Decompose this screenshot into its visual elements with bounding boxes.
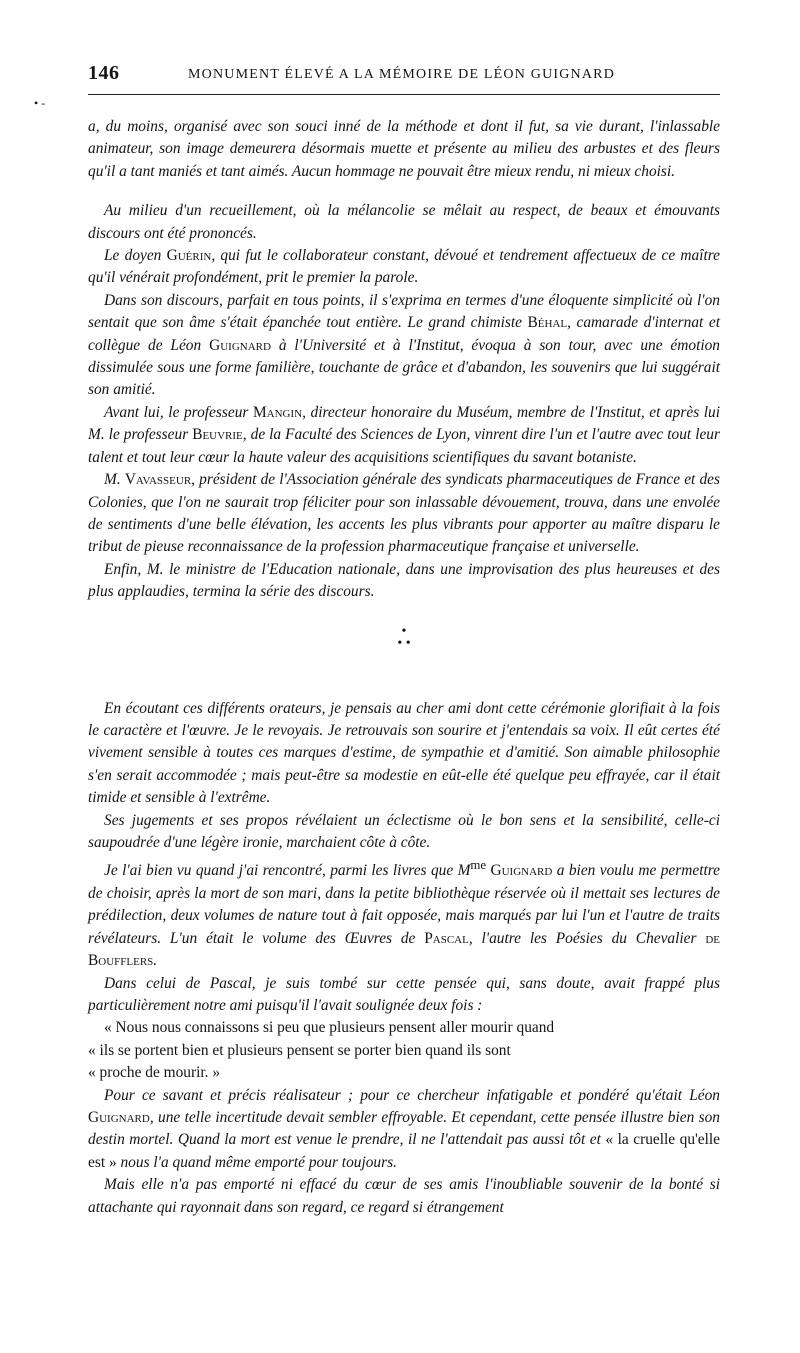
person-name: Béhal (527, 314, 568, 332)
quote-line-2: « ils se portent bien et plusieurs pensent se porter bien quand ils sont (88, 1041, 511, 1059)
margin-mark: • - (34, 96, 46, 110)
paragraph-5: Avant lui, le professeur Mangin, directeur honoraire du Muséum, membre de l'Institut, et après lui M. le professeur Beuvrie, de la Faculté des Sciences de Lyon, vinrent dire l'un et l'autre avec tout leur talent et tout leur cœur la haute valeur des acquisitions scientifiques du savant botaniste. (88, 403, 721, 466)
person-name: Pascal (424, 929, 469, 947)
running-title: MONUMENT ÉLEVÉ A LA MÉMOIRE DE LÉON GUIGNARD (188, 67, 616, 82)
person-name: Beuvrie (192, 426, 243, 444)
inline-quote: « la cruelle qu'elle est » (88, 1131, 721, 1171)
paragraph-6: M. Vavasseur, président de l'Association générale des syndicats pharmaceutiques de France et des Colonies, que l'on ne saurait trop féliciter pour son inlassable dévouement, trouva, dans une envolée de sentiments d'une belle élévation, les accents les plus vibrants pour apporter au maître disparu le tribut de pieuse reconnaissance de la profession pharmaceutique française et universelle. (88, 471, 720, 556)
divider-dot-top: • (401, 623, 407, 639)
person-name: Mangin (252, 403, 303, 421)
person-name: Guignard (88, 1108, 150, 1126)
paragraph-gap (88, 183, 720, 200)
paragraph-12: Pour ce savant et précis réalisateur ; pour ce chercheur infatigable et pondéré qu'était Léon Guignard, une telle incertitude devait sembler effroyable. Et cependant, cette pensée illustre bien son destin mortel. Quand la mort est venue le prendre, il ne l'attendait pas aussi tôt et « la cruelle qu'elle est » nous l'a quand même emporté pour toujours. (88, 1086, 721, 1171)
divider-dots-bottom: • • (397, 635, 411, 651)
person-name: Guérin (166, 247, 212, 265)
paragraph-3: Le doyen Guérin, qui fut le collaborateur constant, dévoué et tendrement affectueux de ce maître qu'il vénérait profondément, prit le premier la parole. (88, 247, 720, 287)
body-text (88, 116, 720, 1219)
quote-line-3: « proche de mourir. » (88, 1064, 221, 1082)
paragraph-7: Enfin, M. le ministre de l'Education nationale, dans une improvisation des plus heureuses et des plus applaudies, termina la série des discours. (88, 560, 720, 601)
paragraph-1: a, du moins, organisé avec son souci inné de la méthode et dont il fut, sa vie durant, l'inlassable animateur, son image demeurera désormais muette et présente au milieu des arbustes et des fleurs qu'il a tant maniés et tant aimés. Aucun hommage ne pouvait être mieux rendu, ni mieux choisi. (88, 118, 720, 180)
paragraph-9: Ses jugements et ses propos révélaient un éclectisme où le bon sens et la sensibilité, celle-ci saupoudrée d'une légère ironie, marchaient côte à côte. (88, 811, 720, 851)
paragraph-2: Au milieu d'un recueillement, où la mélancolie se mêlait au respect, de beaux et émouvants discours ont été prononcés. (88, 202, 720, 242)
paragraph-10: Je l'ai bien vu quand j'ai rencontré, parmi les livres que $M^{me}$ Guignard a bien voulu me permettre de choisir, après la mort de son mari, dans la petite bibliothèque réservée où il mettait ses lectures de prédilection, deux volumes de nature tout à fait opposée, mais marqués par lui l'un et l'autre de traits révélateurs. L'un était le volume des Œuvres de Pascal, l'autre les Poésies du Chevalier de Boufflers. (88, 858, 720, 970)
superscript: me (470, 858, 487, 873)
paragraph-8: En écoutant ces différents orateurs, je pensais au cher ami dont cette cérémonie glorifiait à la fois le caractère et l'œuvre. Je le revoyais. Je retrouvais son sourire et j'entendais sa voix. Il eût certes été vivement sensible à toutes ces marques d'estime, de sympathie et d'amitié. Son aimable philosophie s'en serait accommodée ; mais peut-être sa modestie en eût-elle été quelque peu effrayée, car il était timide et sensible à l'extrême. (88, 699, 720, 807)
section-divider (88, 604, 720, 698)
paragraph-4: Dans son discours, parfait en tous points, il s'exprima en termes d'une éloquente simplicité où l'on sentait que son âme s'était épanchée tout entière. Le grand chimiste Béhal, camarade d'internat et collègue de Léon Guignard à l'Université et à l'Institut, évoqua à son tour, avec une émotion dissimulée sous une forme familière, touchante de grâce et d'abandon, les souvenirs que lui suggérait son amitié. (88, 291, 721, 399)
person-name: Vavasseur (124, 471, 192, 489)
person-name: de Boufflers (88, 929, 720, 970)
person-name: Guignard (209, 336, 271, 354)
quote-line-1: « Nous nous connaissons si peu que plusieurs pensent aller mourir quand (104, 1019, 555, 1037)
page-number: 146 (88, 62, 120, 84)
page-header (88, 62, 720, 95)
paragraph-11: Dans celui de Pascal, je suis tombé sur cette pensée qui, sans doute, avait frappé plus particulièrement notre ami puisqu'il l'avait soulignée deux fois : (88, 974, 720, 1014)
paragraph-13: Mais elle n'a pas emporté ni effacé du cœur de ses amis l'inoubliable souvenir de la bonté si attachante qui rayonnait dans son regard, ce regard si étrangement (88, 1176, 720, 1216)
person-name: Guignard (490, 862, 553, 880)
